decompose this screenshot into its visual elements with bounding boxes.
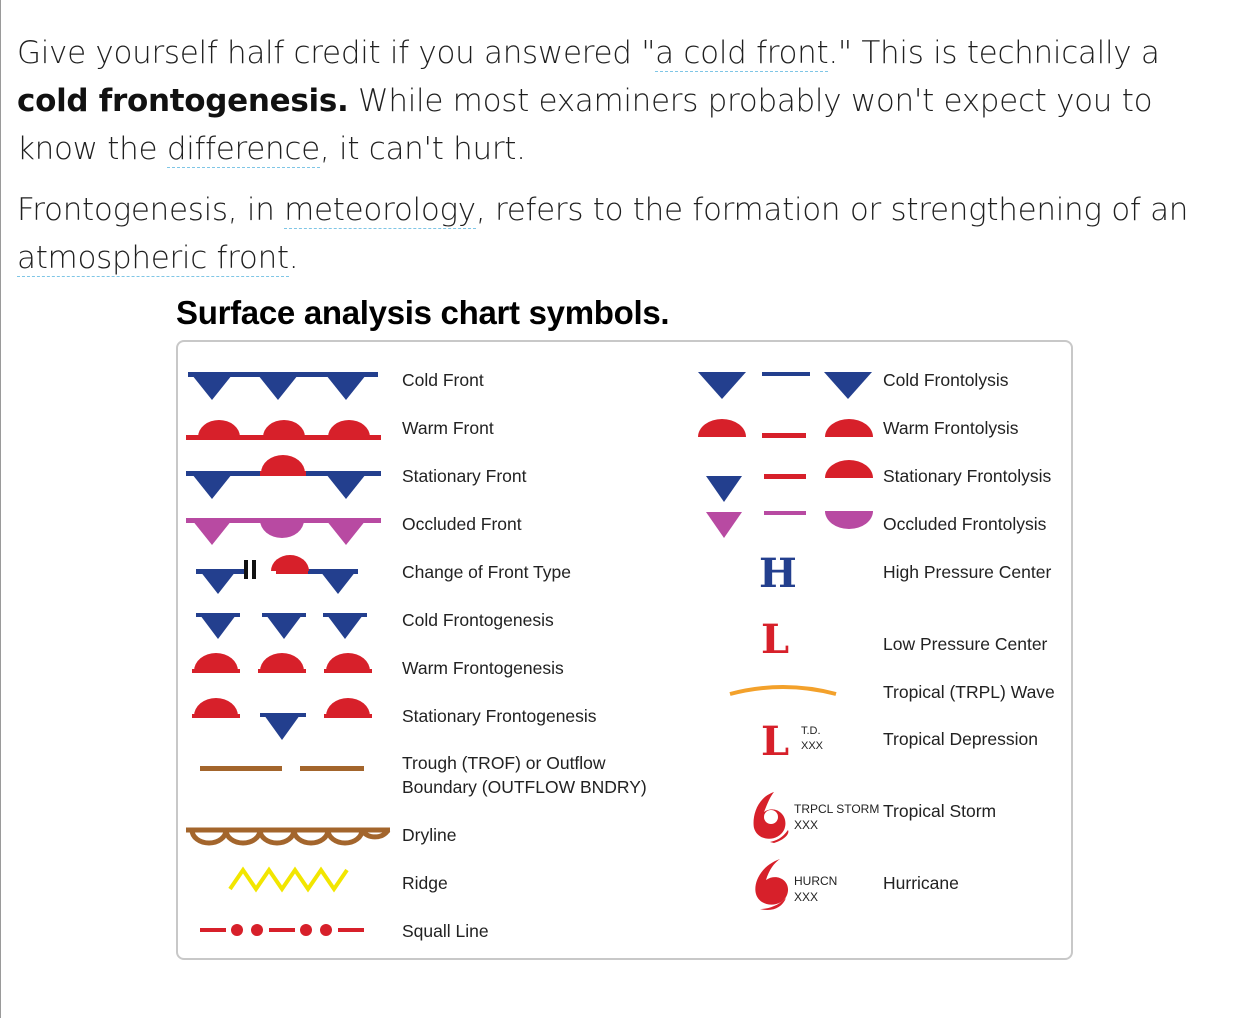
text-segment: , it can't hurt.	[319, 131, 526, 167]
label-cold-front: Cold Front	[402, 370, 484, 390]
warm-front-symbol	[186, 420, 381, 440]
label-warm-frontogenesis: Warm Frontogenesis	[402, 658, 564, 678]
cold-front-symbol	[188, 372, 378, 400]
label-tropical-depression: Tropical Depression	[883, 729, 1038, 749]
label-stationary-frontolysis: Stationary Frontolysis	[883, 466, 1052, 486]
tropical-storm-glyph	[754, 792, 789, 843]
label-warm-front: Warm Front	[402, 418, 494, 438]
hurricane-glyph	[755, 859, 788, 910]
change-of-front-type-symbol	[196, 555, 358, 594]
symbol-graphics	[178, 342, 1075, 962]
ridge-symbol	[230, 870, 347, 889]
label-dryline: Dryline	[402, 825, 457, 845]
label-high-pressure-center: High Pressure Center	[883, 562, 1052, 582]
warm-frontolysis-symbol	[698, 419, 873, 438]
text-segment: Give yourself half credit if you answered "	[17, 35, 656, 71]
label-occluded-frontolysis: Occluded Frontolysis	[883, 514, 1047, 534]
hurricane-tag-line1: HURCN	[794, 874, 838, 888]
occluded-frontolysis-symbol	[706, 511, 873, 538]
symbols-chart	[176, 340, 1073, 960]
text-segment: , refers to the formation or strengthening of an	[475, 192, 1189, 228]
trough-symbol	[200, 766, 364, 771]
link-atmospheric-front[interactable]: atmospheric front	[17, 240, 289, 276]
td-tag-line2: XXX	[801, 740, 824, 752]
cold-frontolysis-symbol	[698, 372, 872, 399]
link-cold-front[interactable]: a cold front	[655, 35, 829, 71]
stationary-frontogenesis-symbol	[192, 698, 372, 740]
td-tag-line1: T.D.	[801, 725, 821, 737]
bold-cold-frontogenesis: cold frontogenesis.	[17, 83, 349, 119]
tropical-wave-symbol	[730, 687, 836, 694]
tropical-depression-glyph: L	[761, 718, 790, 765]
text-segment: While most examiners probably won't expect you to know the	[17, 83, 1153, 167]
stationary-front-symbol	[186, 455, 381, 499]
label-trough-line1: Trough (TROF) or Outflow	[402, 753, 606, 773]
text-segment: Frontogenesis, in	[17, 192, 285, 228]
warm-frontogenesis-symbol	[192, 653, 372, 673]
label-cold-frontogenesis: Cold Frontogenesis	[402, 610, 554, 630]
tropical-storm-tag-line2: XXX	[794, 818, 819, 832]
text-segment: ." This is technically a	[828, 35, 1160, 71]
label-occluded-front: Occluded Front	[402, 514, 522, 534]
chart-title: Surface analysis chart symbols.	[176, 294, 670, 331]
label-low-pressure-center: Low Pressure Center	[883, 634, 1048, 654]
label-change-of-front-type: Change of Front Type	[402, 562, 571, 582]
label-stationary-front: Stationary Front	[402, 466, 527, 486]
tropical-storm-tag-line1: TRPCL STORM	[794, 802, 880, 816]
paragraph-frontogenesis-definition	[17, 186, 1227, 282]
high-pressure-glyph: H	[759, 550, 797, 597]
dryline-symbol	[186, 830, 390, 843]
low-pressure-glyph: L	[761, 616, 790, 663]
label-squall-line: Squall Line	[402, 921, 489, 941]
label-cold-frontolysis: Cold Frontolysis	[883, 370, 1009, 390]
label-trough-line2: Boundary (OUTFLOW BNDRY)	[402, 777, 647, 797]
link-difference[interactable]: difference	[166, 131, 320, 167]
squall-line-symbol	[200, 924, 364, 936]
label-tropical-wave: Tropical (TRPL) Wave	[883, 682, 1055, 702]
paragraph-half-credit	[17, 29, 1227, 173]
label-stationary-frontogenesis: Stationary Frontogenesis	[402, 706, 597, 726]
label-warm-frontolysis: Warm Frontolysis	[883, 418, 1019, 438]
link-meteorology[interactable]: meteorology	[284, 192, 476, 228]
text-segment: .	[288, 240, 299, 276]
label-tropical-storm: Tropical Storm	[883, 801, 997, 821]
hurricane-tag-line2: XXX	[794, 890, 819, 904]
cold-frontogenesis-symbol	[196, 613, 367, 639]
label-hurricane: Hurricane	[883, 873, 959, 893]
stationary-frontolysis-symbol	[706, 460, 873, 502]
occluded-front-symbol	[186, 518, 381, 545]
label-ridge: Ridge	[402, 873, 448, 893]
